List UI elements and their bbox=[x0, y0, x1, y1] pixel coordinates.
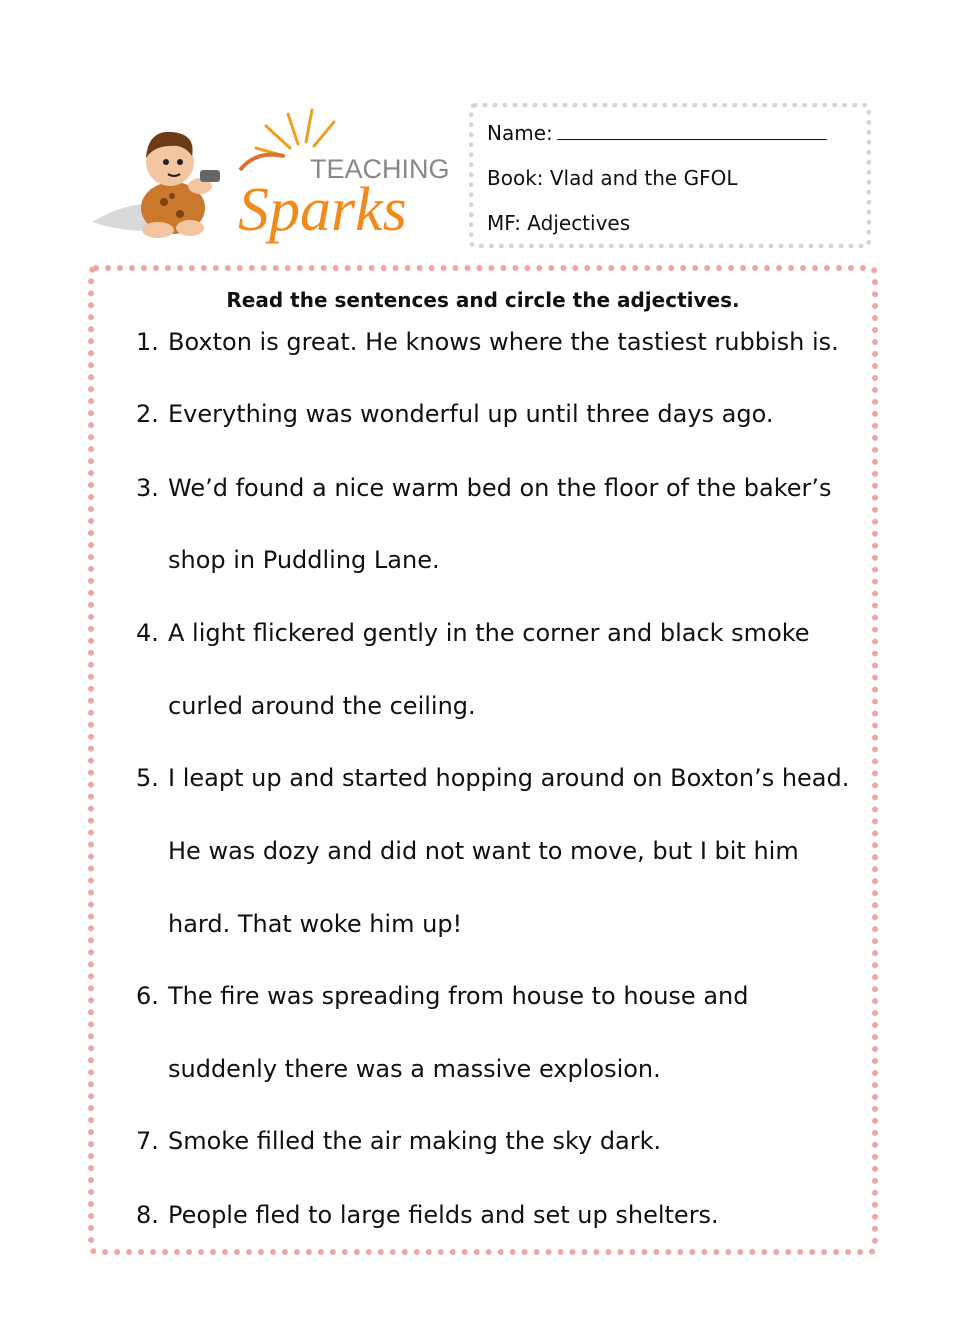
question-3: 3. We’d found a nice warm bed on the floor of the baker’s bbox=[136, 474, 832, 502]
question-1: 1. Boxton is great. He knows where the tastiest rubbish is. bbox=[136, 328, 839, 356]
question-5: 5. I leapt up and started hopping around on Boxton’s head. bbox=[136, 764, 850, 792]
student-info-box bbox=[469, 103, 871, 248]
caveman-logo-icon bbox=[88, 100, 450, 250]
question-5-line-3: hard. That woke him up! bbox=[168, 910, 463, 938]
question-6: 6. The fire was spreading from house to house and bbox=[136, 982, 749, 1010]
teaching-sparks-logo bbox=[88, 100, 450, 250]
question-3-line-2: shop in Puddling Lane. bbox=[168, 546, 440, 574]
instruction-heading: Read the sentences and circle the adjectives. bbox=[226, 288, 740, 312]
mf-label: MF: Adjectives bbox=[487, 211, 631, 235]
name-label: Name: bbox=[487, 121, 553, 145]
name-row bbox=[487, 121, 827, 145]
book-label: Book: Vlad and the GFOL bbox=[487, 166, 738, 190]
question-6-line-2: suddenly there was a massive explosion. bbox=[168, 1055, 661, 1083]
question-5-line-2: He was dozy and did not want to move, but I bit him bbox=[168, 837, 799, 865]
logo-sparks-text: Sparks bbox=[238, 176, 407, 244]
question-4: 4. A light flickered gently in the corner and black smoke bbox=[136, 619, 810, 647]
question-4-line-2: curled around the ceiling. bbox=[168, 692, 476, 720]
question-2: 2. Everything was wonderful up until three days ago. bbox=[136, 400, 774, 428]
question-7: 7. Smoke filled the air making the sky dark. bbox=[136, 1127, 662, 1155]
name-blank-line[interactable] bbox=[557, 121, 827, 140]
question-8: 8. People fled to large fields and set up shelters. bbox=[136, 1201, 719, 1229]
logo-teaching-text: TEACHING bbox=[310, 154, 450, 184]
worksheet-box bbox=[88, 265, 878, 1255]
